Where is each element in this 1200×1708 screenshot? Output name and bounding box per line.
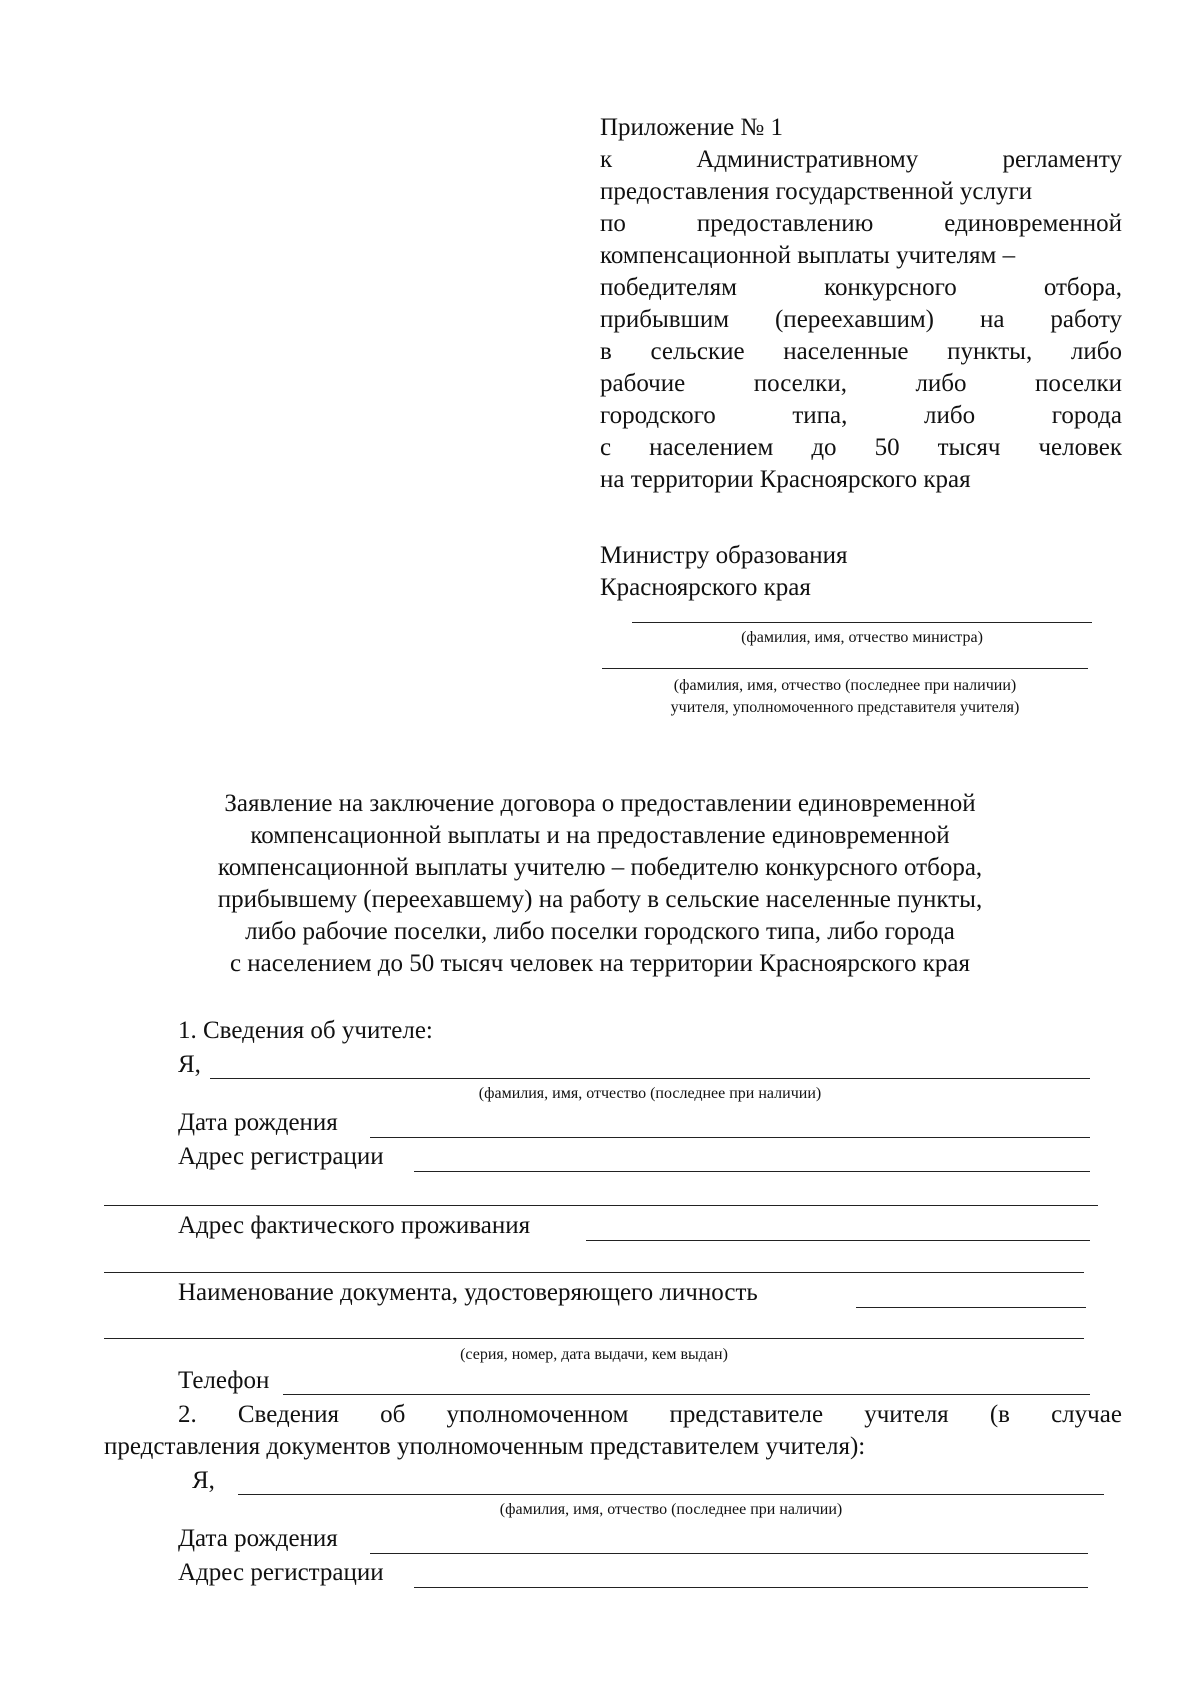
- title-line: прибывшему (переехавшему) на работу в сельские населенные пункты,: [217, 886, 983, 913]
- word: (в: [989, 1401, 1010, 1428]
- section1-reg-field-cont[interactable]: [104, 1205, 1098, 1206]
- word: с: [600, 434, 612, 461]
- appendix-line-12: на территории Красноярского края: [600, 466, 971, 493]
- section1-actual-field[interactable]: [586, 1240, 1090, 1241]
- word: городского: [600, 402, 716, 429]
- teacher-name-caption-2: учителя, уполномоченного представителя учителя): [670, 699, 1020, 716]
- word: победителям: [600, 274, 737, 301]
- section1-fio-field[interactable]: [210, 1078, 1090, 1079]
- word: на: [979, 306, 1005, 333]
- teacher-name-field[interactable]: [602, 668, 1088, 669]
- word: Сведения: [237, 1401, 340, 1428]
- appendix-line-5: компенсационной выплаты учителям –: [600, 242, 1016, 269]
- section2-reg-label: Адрес регистрации: [178, 1559, 384, 1586]
- word: представителе: [669, 1401, 824, 1428]
- section2-heading-line-2: представления документов уполномоченным представителем учителя):: [104, 1433, 866, 1460]
- word: конкурсного: [824, 274, 957, 301]
- word: в: [600, 338, 612, 365]
- appendix-line-8: [600, 336, 1122, 368]
- word: типа,: [792, 402, 848, 429]
- addressee-block: [600, 540, 848, 604]
- section1-heading: 1. Сведения об учителе:: [178, 1017, 433, 1044]
- word: поселки,: [753, 370, 847, 397]
- word: об: [380, 1401, 406, 1428]
- word: города: [1051, 402, 1122, 429]
- statement-title: [100, 788, 1100, 980]
- title-line: компенсационной выплаты и на предоставление единовременной: [250, 822, 950, 849]
- appendix-line-4: [600, 208, 1122, 240]
- section2-birth-label: Дата рождения: [178, 1525, 338, 1552]
- section1-reg-label: Адрес регистрации: [178, 1143, 384, 1170]
- section1-ya-label: Я,: [178, 1051, 201, 1078]
- title-line: либо рабочие поселки, либо поселки городского типа, либо города: [245, 918, 955, 945]
- title-line: Заявление на заключение договора о предоставлении единовременной: [224, 790, 976, 817]
- appendix-line-9: [600, 368, 1122, 400]
- section1-reg-field[interactable]: [414, 1171, 1090, 1172]
- appendix-line-11: [600, 432, 1122, 464]
- word: сельские: [650, 338, 745, 365]
- word: (переехавшим): [774, 306, 934, 333]
- section1-id-field-cont[interactable]: [104, 1338, 1084, 1339]
- title-line: с населением до 50 тысяч человек на территории Красноярского края: [229, 950, 971, 977]
- section1-id-caption: (серия, номер, дата выдачи, кем выдан): [460, 1346, 728, 1363]
- appendix-line-3: предоставления государственной услуги: [600, 178, 1033, 205]
- word: отбора,: [1043, 274, 1122, 301]
- word: 50: [874, 434, 900, 461]
- word: единовременной: [944, 210, 1122, 237]
- appendix-number: Приложение № 1: [600, 114, 784, 141]
- section1-fio-caption: (фамилия, имя, отчество (последнее при наличии): [478, 1085, 822, 1102]
- word: учителя: [864, 1401, 949, 1428]
- word: населенные: [783, 338, 909, 365]
- word: либо: [924, 402, 976, 429]
- section1-phone-field[interactable]: [283, 1394, 1090, 1395]
- word: либо: [1070, 338, 1122, 365]
- addressee-line-2: Красноярского края: [600, 574, 811, 601]
- word: прибывшим: [600, 306, 730, 333]
- word: уполномоченном: [446, 1401, 629, 1428]
- section2-heading-line-1: [178, 1400, 1122, 1430]
- section1-actual-field-cont[interactable]: [104, 1272, 1084, 1273]
- word: по: [600, 210, 626, 237]
- word: к: [600, 146, 613, 173]
- section2-reg-field[interactable]: [414, 1587, 1088, 1588]
- section2-ya-label: Я,: [192, 1467, 215, 1494]
- word: тысяч: [937, 434, 1001, 461]
- minister-name-field[interactable]: [632, 622, 1092, 623]
- addressee-line-1: Министру образования: [600, 542, 848, 569]
- section1-actual-label: Адрес фактического проживания: [178, 1212, 531, 1239]
- word: регламенту: [1002, 146, 1122, 173]
- section1-id-label: Наименование документа, удостоверяющего личность: [178, 1279, 758, 1306]
- word: 2.: [178, 1401, 197, 1428]
- word: населением: [649, 434, 774, 461]
- section2-fio-caption: (фамилия, имя, отчество (последнее при наличии): [499, 1501, 843, 1518]
- word: случае: [1051, 1401, 1122, 1428]
- word: предоставлению: [696, 210, 874, 237]
- title-line: компенсационной выплаты учителю – победителю конкурсного отбора,: [217, 854, 983, 881]
- section1-phone-label: Телефон: [178, 1367, 270, 1394]
- section1-id-field[interactable]: [856, 1307, 1086, 1308]
- section2-birth-field[interactable]: [370, 1553, 1088, 1554]
- appendix-line-7: [600, 304, 1122, 336]
- section1-birth-label: Дата рождения: [178, 1109, 338, 1136]
- minister-name-caption: (фамилия, имя, отчество министра): [741, 629, 983, 646]
- word: пункты,: [947, 338, 1033, 365]
- word: рабочие: [600, 370, 686, 397]
- word: работу: [1050, 306, 1122, 333]
- word: Административному: [696, 146, 919, 173]
- appendix-line-10: [600, 400, 1122, 432]
- section2-fio-field[interactable]: [238, 1494, 1104, 1495]
- appendix-line-6: [600, 272, 1122, 304]
- word: до: [811, 434, 837, 461]
- teacher-name-caption-1: (фамилия, имя, отчество (последнее при наличии): [673, 677, 1017, 694]
- word: поселки: [1035, 370, 1122, 397]
- section1-birth-field[interactable]: [370, 1137, 1090, 1138]
- appendix-line-2: [600, 144, 1122, 176]
- appendix-header: [600, 112, 1122, 496]
- word: человек: [1038, 434, 1122, 461]
- word: либо: [915, 370, 967, 397]
